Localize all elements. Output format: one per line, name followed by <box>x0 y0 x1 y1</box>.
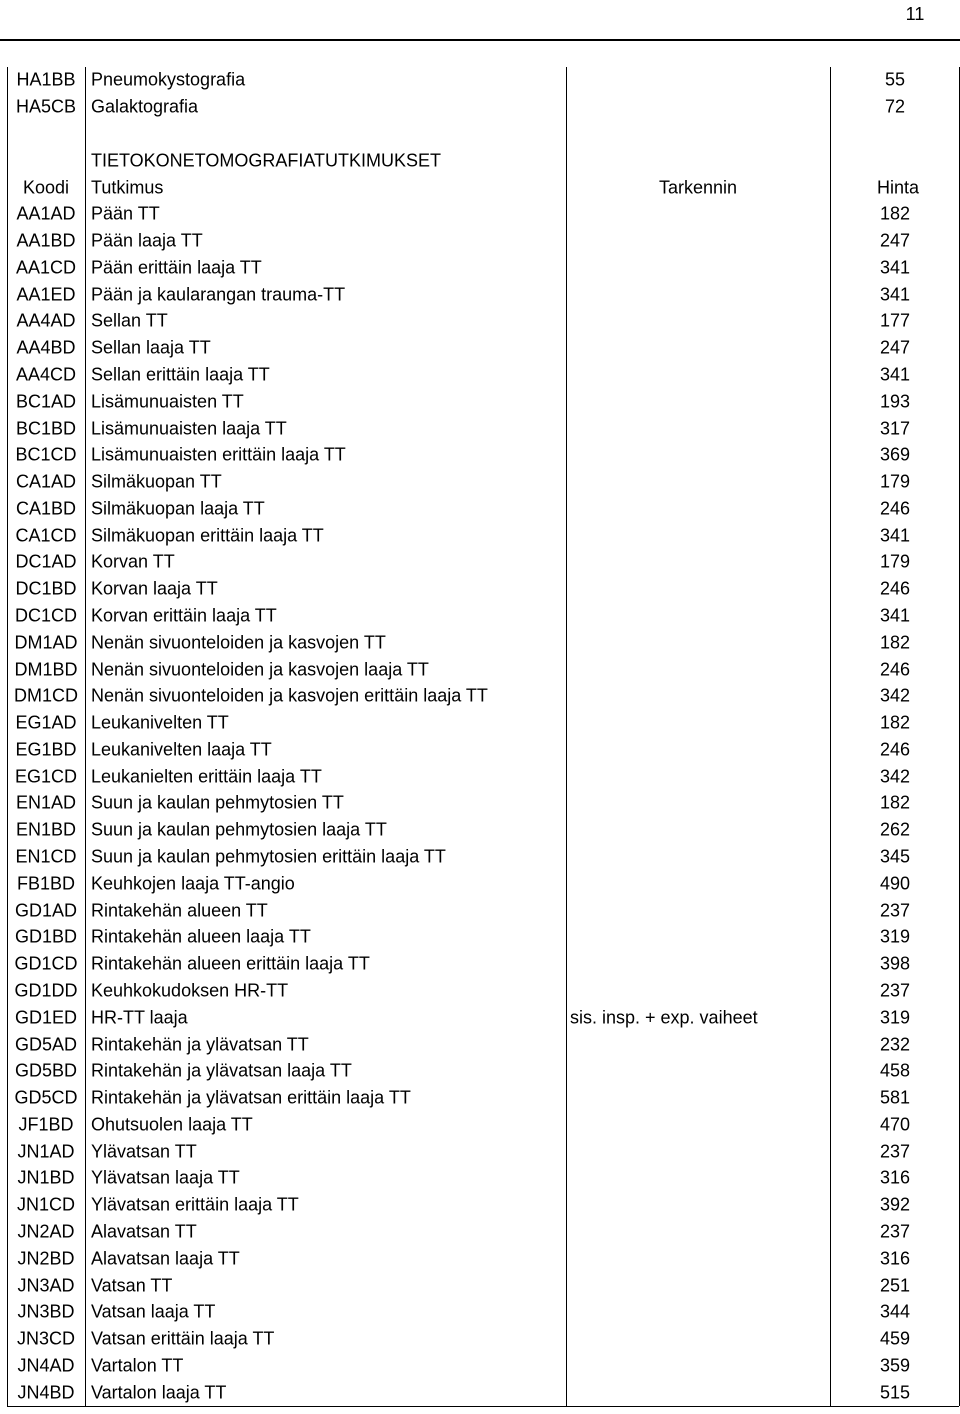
row-code: EG1CD <box>14 766 77 787</box>
table-row <box>0 1085 960 1112</box>
row-code: JN1AD <box>17 1141 75 1162</box>
price-table <box>0 67 960 1406</box>
blank-row <box>0 121 960 148</box>
row-price: 237 <box>879 900 911 921</box>
row-name: Lisämunuaisten erittäin laaja TT <box>91 444 346 465</box>
row-price: 179 <box>879 551 911 572</box>
row-code: FB1BD <box>16 873 76 894</box>
row-name: Vartalon TT <box>91 1355 184 1376</box>
row-code: CA1AD <box>15 471 77 492</box>
row-name: Nenän sivuonteloiden ja kasvojen TT <box>91 632 386 653</box>
row-name: Lisämunuaisten laaja TT <box>91 418 287 439</box>
table-row <box>0 1111 960 1138</box>
table-row <box>0 335 960 362</box>
row-name: Galaktografia <box>91 96 199 117</box>
table-row <box>0 496 960 523</box>
section-title: TIETOKONETOMOGRAFIATUTKIMUKSET <box>91 150 442 171</box>
header-code: Koodi <box>22 177 70 198</box>
table-row <box>0 1165 960 1192</box>
row-name: Keuhkokudoksen HR-TT <box>91 980 289 1001</box>
row-price: 458 <box>879 1060 911 1081</box>
row-code: AA4BD <box>16 337 76 358</box>
row-price: 182 <box>879 632 911 653</box>
table-row <box>0 1299 960 1326</box>
row-name: Pneumokystografia <box>91 69 246 90</box>
row-name: Ylävatsan laaja TT <box>91 1167 240 1188</box>
page-number: 11 <box>905 4 925 24</box>
row-name: Rintakehän ja ylävatsan TT <box>91 1034 309 1055</box>
row-price: 237 <box>879 980 911 1001</box>
row-price: 246 <box>879 739 911 760</box>
row-name: Sellan laaja TT <box>91 337 211 358</box>
row-name: Ohutsuolen laaja TT <box>91 1114 253 1135</box>
table-row <box>0 67 960 94</box>
row-name: Silmäkuopan TT <box>91 471 222 492</box>
row-code: BC1BD <box>15 418 77 439</box>
row-code: GD1AD <box>14 900 77 921</box>
table-row <box>0 710 960 737</box>
row-price: 55 <box>884 69 906 90</box>
row-price: 470 <box>879 1114 911 1135</box>
row-name: Suun ja kaulan pehmytosien laaja TT <box>91 819 387 840</box>
row-name: Korvan laaja TT <box>91 578 218 599</box>
row-price: 398 <box>879 953 911 974</box>
row-code: CA1BD <box>15 498 77 519</box>
row-code: EN1CD <box>15 846 77 867</box>
table-row <box>0 549 960 576</box>
row-price: 341 <box>879 605 911 626</box>
row-code: JN1CD <box>16 1194 75 1215</box>
table-row <box>0 201 960 228</box>
row-code: EN1AD <box>15 792 77 813</box>
table-row <box>0 254 960 281</box>
row-name: Silmäkuopan erittäin laaja TT <box>91 525 324 546</box>
row-price: 237 <box>879 1221 911 1242</box>
table-row <box>0 281 960 308</box>
header-price: Hinta <box>876 177 920 198</box>
row-name: Pään TT <box>91 203 160 224</box>
row-name: Korvan erittäin laaja TT <box>91 605 277 626</box>
row-price: 515 <box>879 1382 911 1403</box>
row-price: 251 <box>879 1275 911 1296</box>
row-code: BC1CD <box>15 444 77 465</box>
table-row <box>0 603 960 630</box>
row-code: EG1AD <box>15 712 77 733</box>
row-price: 72 <box>884 96 906 117</box>
row-price: 316 <box>879 1167 911 1188</box>
row-name: Leukanivelten TT <box>91 712 229 733</box>
row-name: Suun ja kaulan pehmytosien erittäin laaja TT <box>91 846 446 867</box>
row-name: Alavatsan laaja TT <box>91 1248 240 1269</box>
row-name: Leukanivelten laaja TT <box>91 739 272 760</box>
row-price: 319 <box>879 926 911 947</box>
row-code: JN3BD <box>17 1301 75 1322</box>
row-name: Leukanielten erittäin laaja TT <box>91 766 322 787</box>
row-price: 179 <box>879 471 911 492</box>
row-code: AA1AD <box>16 203 76 224</box>
row-code: JN3AD <box>17 1275 75 1296</box>
row-code: JN2BD <box>17 1248 75 1269</box>
table-row <box>0 978 960 1005</box>
row-code: GD1ED <box>14 1007 77 1028</box>
table-row <box>0 1192 960 1219</box>
row-price: 581 <box>879 1087 911 1108</box>
row-code: JF1BD <box>18 1114 74 1135</box>
row-price: 232 <box>879 1034 911 1055</box>
row-name: Nenän sivuonteloiden ja kasvojen erittäin laaja TT <box>91 685 488 706</box>
row-name: Korvan TT <box>91 551 175 572</box>
table-header-row <box>0 174 960 201</box>
table-row <box>0 308 960 335</box>
table-row <box>0 1245 960 1272</box>
row-price: 344 <box>879 1301 911 1322</box>
row-name: Vatsan erittäin laaja TT <box>91 1328 275 1349</box>
row-code: BC1AD <box>15 391 77 412</box>
row-price: 246 <box>879 578 911 599</box>
table-row <box>0 656 960 683</box>
row-name: HR-TT laaja <box>91 1007 188 1028</box>
row-code: GD1BD <box>14 926 77 947</box>
row-price: 369 <box>879 444 911 465</box>
header-rule <box>0 39 960 41</box>
row-name: Pään ja kaularangan trauma-TT <box>91 284 346 305</box>
row-code: HA1BB <box>16 69 76 90</box>
row-name: Rintakehän alueen TT <box>91 900 268 921</box>
table-row <box>0 1379 960 1406</box>
row-code: JN1BD <box>17 1167 75 1188</box>
row-code: DC1CD <box>14 605 77 626</box>
row-price: 182 <box>879 792 911 813</box>
row-name: Pään laaja TT <box>91 230 203 251</box>
row-name: Rintakehän alueen laaja TT <box>91 926 311 947</box>
row-name: Rintakehän ja ylävatsan erittäin laaja TT <box>91 1087 411 1108</box>
row-price: 247 <box>879 230 911 251</box>
row-code: HA5CB <box>15 96 77 117</box>
table-row <box>0 629 960 656</box>
table-bottom-rule <box>7 1406 959 1407</box>
row-code: DM1BD <box>14 659 78 680</box>
row-price: 341 <box>879 257 911 278</box>
row-name: Vartalon laaja TT <box>91 1382 227 1403</box>
table-row <box>0 897 960 924</box>
header-name: Tutkimus <box>91 177 164 198</box>
row-name: Ylävatsan TT <box>91 1141 197 1162</box>
row-name: Nenän sivuonteloiden ja kasvojen laaja TT <box>91 659 429 680</box>
table-row <box>0 1031 960 1058</box>
row-price: 341 <box>879 284 911 305</box>
row-code: AA1CD <box>15 257 77 278</box>
table-row <box>0 415 960 442</box>
row-price: 262 <box>879 819 911 840</box>
table-row <box>0 1326 960 1353</box>
table-row <box>0 362 960 389</box>
row-name: Suun ja kaulan pehmytosien TT <box>91 792 344 813</box>
table-row <box>0 1138 960 1165</box>
row-code: JN4BD <box>17 1382 75 1403</box>
row-code: AA1ED <box>16 284 76 305</box>
row-code: AA4CD <box>15 364 77 385</box>
table-row <box>0 844 960 871</box>
row-price: 342 <box>879 766 911 787</box>
table-row <box>0 737 960 764</box>
table-row <box>0 576 960 603</box>
table-row <box>0 1219 960 1246</box>
row-code: GD5BD <box>14 1060 77 1081</box>
row-code: JN4AD <box>17 1355 75 1376</box>
row-tarkennin: sis. insp. + exp. vaiheet <box>570 1007 758 1028</box>
table-row <box>0 763 960 790</box>
table-row <box>0 924 960 951</box>
row-code: JN2AD <box>17 1221 75 1242</box>
table-row <box>0 1272 960 1299</box>
row-name: Vatsan TT <box>91 1275 173 1296</box>
table-row <box>0 790 960 817</box>
row-code: GD1DD <box>14 980 78 1001</box>
row-code: GD5CD <box>14 1087 78 1108</box>
row-code: AA4AD <box>16 310 76 331</box>
row-price: 490 <box>879 873 911 894</box>
row-price: 246 <box>879 498 911 519</box>
row-price: 237 <box>879 1141 911 1162</box>
row-price: 341 <box>879 364 911 385</box>
row-price: 359 <box>879 1355 911 1376</box>
row-code: GD1CD <box>14 953 78 974</box>
table-row <box>0 228 960 255</box>
row-price: 341 <box>879 525 911 546</box>
row-price: 182 <box>879 712 911 733</box>
table-row <box>0 442 960 469</box>
section-title-row <box>0 147 960 174</box>
row-name: Pään erittäin laaja TT <box>91 257 262 278</box>
row-code: DC1AD <box>15 551 77 572</box>
row-name: Sellan erittäin laaja TT <box>91 364 270 385</box>
row-name: Lisämunuaisten TT <box>91 391 244 412</box>
row-price: 345 <box>879 846 911 867</box>
row-code: EN1BD <box>15 819 77 840</box>
row-price: 316 <box>879 1248 911 1269</box>
table-row <box>0 94 960 121</box>
table-row <box>0 388 960 415</box>
header-tarkennin: Tarkennin <box>658 177 738 198</box>
row-code: DM1AD <box>14 632 78 653</box>
row-code: EG1BD <box>15 739 77 760</box>
table-row <box>0 817 960 844</box>
table-row <box>0 683 960 710</box>
row-name: Ylävatsan erittäin laaja TT <box>91 1194 299 1215</box>
row-price: 182 <box>879 203 911 224</box>
row-price: 342 <box>879 685 911 706</box>
row-code: JN3CD <box>16 1328 75 1349</box>
row-code: GD5AD <box>14 1034 77 1055</box>
row-price: 459 <box>879 1328 911 1349</box>
row-code: DM1CD <box>13 685 78 706</box>
row-price: 247 <box>879 337 911 358</box>
row-price: 317 <box>879 418 911 439</box>
row-name: Sellan TT <box>91 310 168 331</box>
row-name: Rintakehän alueen erittäin laaja TT <box>91 953 370 974</box>
table-row <box>0 870 960 897</box>
row-price: 177 <box>879 310 911 331</box>
table-row <box>0 1004 960 1031</box>
table-row <box>0 469 960 496</box>
table-row <box>0 522 960 549</box>
row-price: 392 <box>879 1194 911 1215</box>
row-name: Silmäkuopan laaja TT <box>91 498 265 519</box>
row-price: 193 <box>879 391 911 412</box>
row-name: Rintakehän ja ylävatsan laaja TT <box>91 1060 352 1081</box>
row-code: CA1CD <box>15 525 77 546</box>
table-row <box>0 1058 960 1085</box>
row-name: Vatsan laaja TT <box>91 1301 216 1322</box>
row-code: AA1BD <box>16 230 76 251</box>
row-code: DC1BD <box>15 578 77 599</box>
row-name: Alavatsan TT <box>91 1221 197 1242</box>
table-row <box>0 1353 960 1380</box>
row-price: 319 <box>879 1007 911 1028</box>
row-price: 246 <box>879 659 911 680</box>
row-name: Keuhkojen laaja TT-angio <box>91 873 295 894</box>
table-row <box>0 951 960 978</box>
